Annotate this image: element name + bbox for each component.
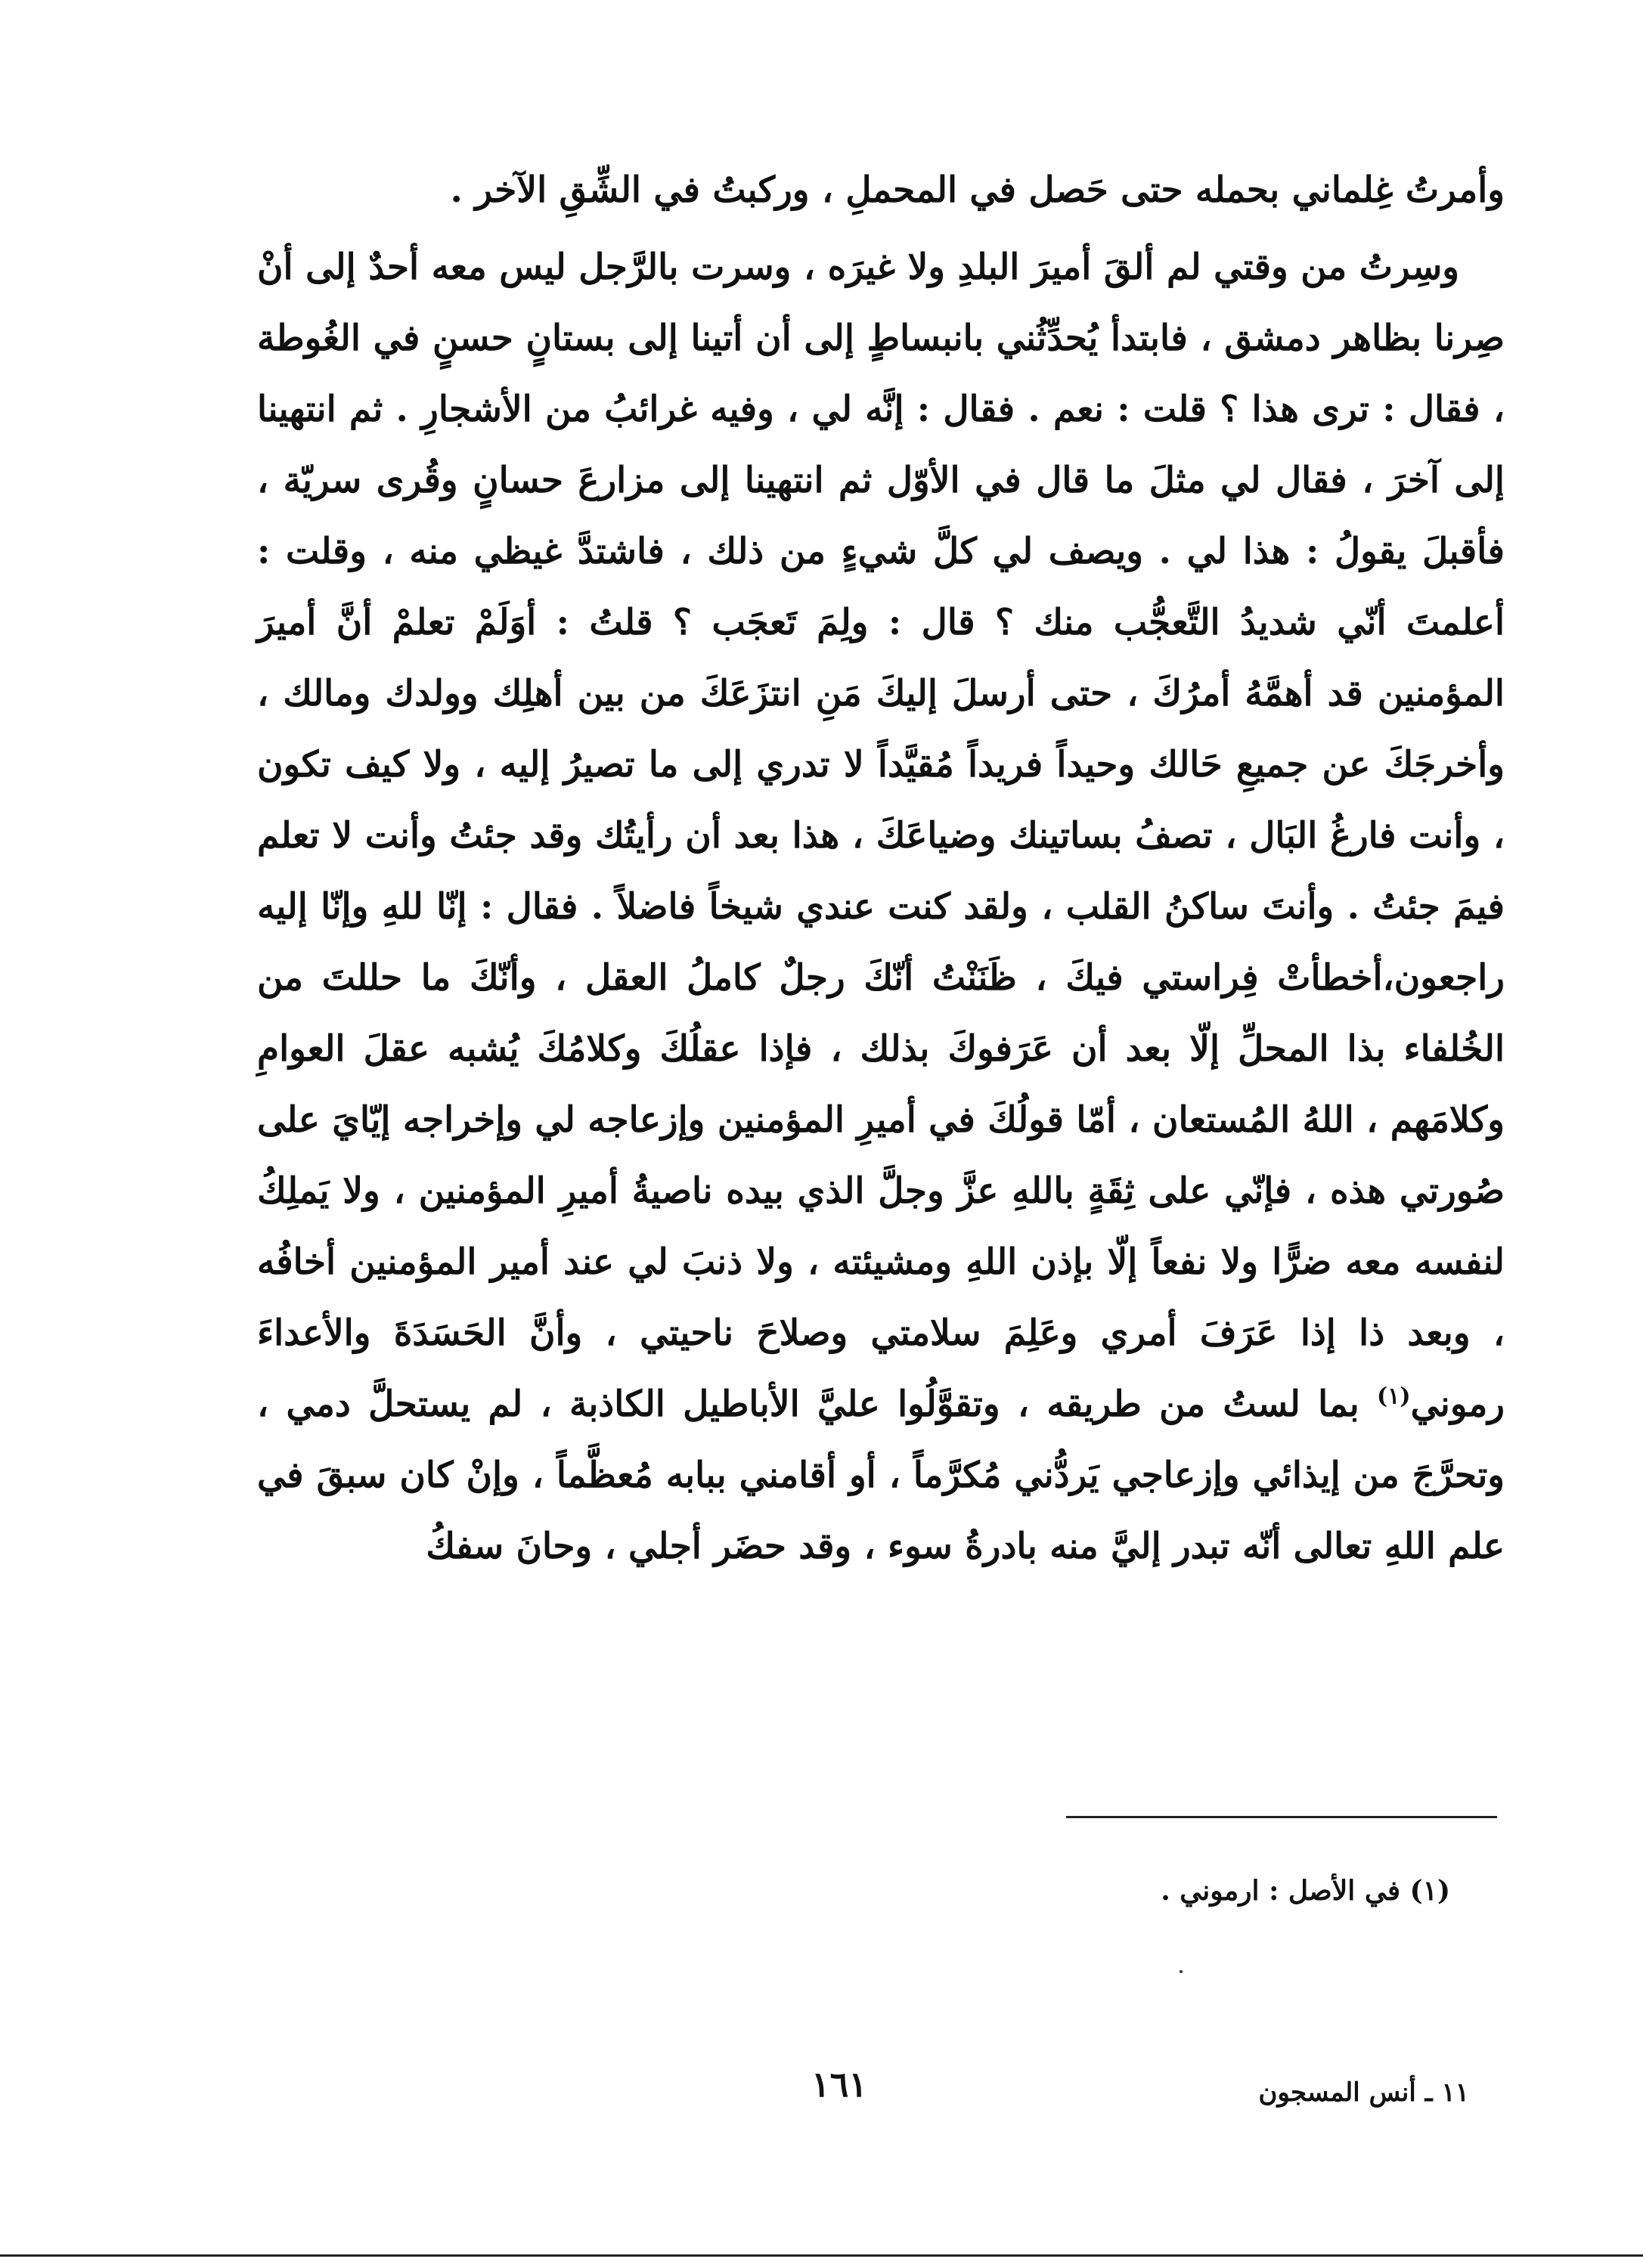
paragraph-1: وأمرتُ غِلماني بحمله حتى حَصل في المحملِ ، وركبتُ في الشِّقِ الآخر . xyxy=(450,169,1505,211)
footnote-divider xyxy=(1066,1816,1497,1818)
page-edge-line xyxy=(0,2254,1643,2257)
scan-speck xyxy=(1180,1970,1183,1973)
paragraph-2-text: وسِرتُ من وقتي لم ألقَ أميرَ البلدِ ولا غيرَه ، وسرت بالرَّجل ليس معه أحدٌ إلى أنْ صِرنا بظاهر دمشق ، فابتدأ يُحدِّثُني بانبساطٍ إلى أن أتينا إلى بستانٍ حسنٍ في الغُوطة ، فقال : ترى هذا ؟ قلت : نعم . فقال : إنَّه لي ، وفيه غرائبُ من الأشجارِ . ثم انتهينا إلى آخرَ ، فقال لي مثلَ ما قال في الأوّل ثم انتهينا إلى مزارعَ حسانٍ وقُرى سريّة ، فأقبلَ يقولُ : هذا لي . ويصف لي كلَّ شيءٍ من ذلك ، فاشتدَّ غيظي منه ، وقلت : أعلمتَ أنّي شديدُ التَّعجُّب منك ؟ قال : ولِمَ تَعجَب ؟ قلتُ : أوَلَمْ تعلمْ أنَّ أميرَ المؤمنين قد أهمَّهُ أمرُكَ ، حتى أرسلَ إليكَ مَنِ انتزَعَكَ من بين أهلِك وولدك ومالك ، وأخرجَكَ عن جميعِ حَالك وحيداً فريداً مُقيَّداً لا تدري إلى ما تصيرُ إليه ، ولا كيف تكون ، وأنت فارغُ البَال ، تصفُ بساتينك وضياعَكَ ، هذا بعد أن رأيتُك وقد جئتُ وأنت لا تعلم فيمَ جئتُ . وأنتَ ساكنُ القلب ، ولقد كنت عندي شيخاً فاضلاً . فقال : إنّا للهِ وإنّا إليه راجعون،أخطأتْ فِراستي فيكَ ، ظَنَنْتُ أنّكَ رجلٌ كاملُ العقل ، وأنّكَ ما حللتَ من الخُلفاء بذا المحلِّ إلّا بعد أن عَرَفوكَ بذلك ، فإذا عقلُكَ وكلامُكَ يُشبه عقلَ العوامِ وكلامَهم ، اللهُ المُستعان ، أمّا قولُكَ في أميرِ المؤمنين وإزعاجه لي وإخراجه إيّايَ على صُورتي هذه ، فإنّي على ثِقَةٍ باللهِ عزَّ وجلَّ الذي بيده ناصيةُ أميرِ المؤمنين ، ولا يَملِكُ لنفسه معه ضرًّا ولا نفعاً إلّا بإذن اللهِ ومشيئته ، ولا ذنبَ لي عند أمير المؤمنين أخافُه ، وبعد ذا إذا عَرَفَ أمري وعَلِمَ سلامتي وصلاحَ ناحيتي ، وأنَّ الحَسَدَةَ والأعداءَ رموني xyxy=(257,246,1505,1425)
main-text xyxy=(257,155,1505,1582)
signature-mark: ١١ ـ أنس المسجون xyxy=(1258,2077,1469,2108)
footnote: (١) في الأصل : ارموني . xyxy=(1161,1875,1450,1907)
paragraph-2 xyxy=(257,232,1505,1582)
footnote-marker: (١) xyxy=(1377,1383,1411,1410)
paragraph-2-continuation: بما لستُ من طريقه ، وتقوَّلُوا عليَّ الأباطيل الكاذبة ، لم يستحلَّ دمي ، وتحرَّجَ من إيذائي وإزعاجي يَردُّني مُكرَّماً ، أو أقامني ببابه مُعظَّماً ، وإنْ كان سبقَ في علم اللهِ تعالى أنّه تبدر إليَّ منه بادرةُ سوء ، وقد حضَر أجلي ، وحانَ سفكُ xyxy=(257,1383,1505,1567)
page-number: ١٦١ xyxy=(811,2064,868,2105)
